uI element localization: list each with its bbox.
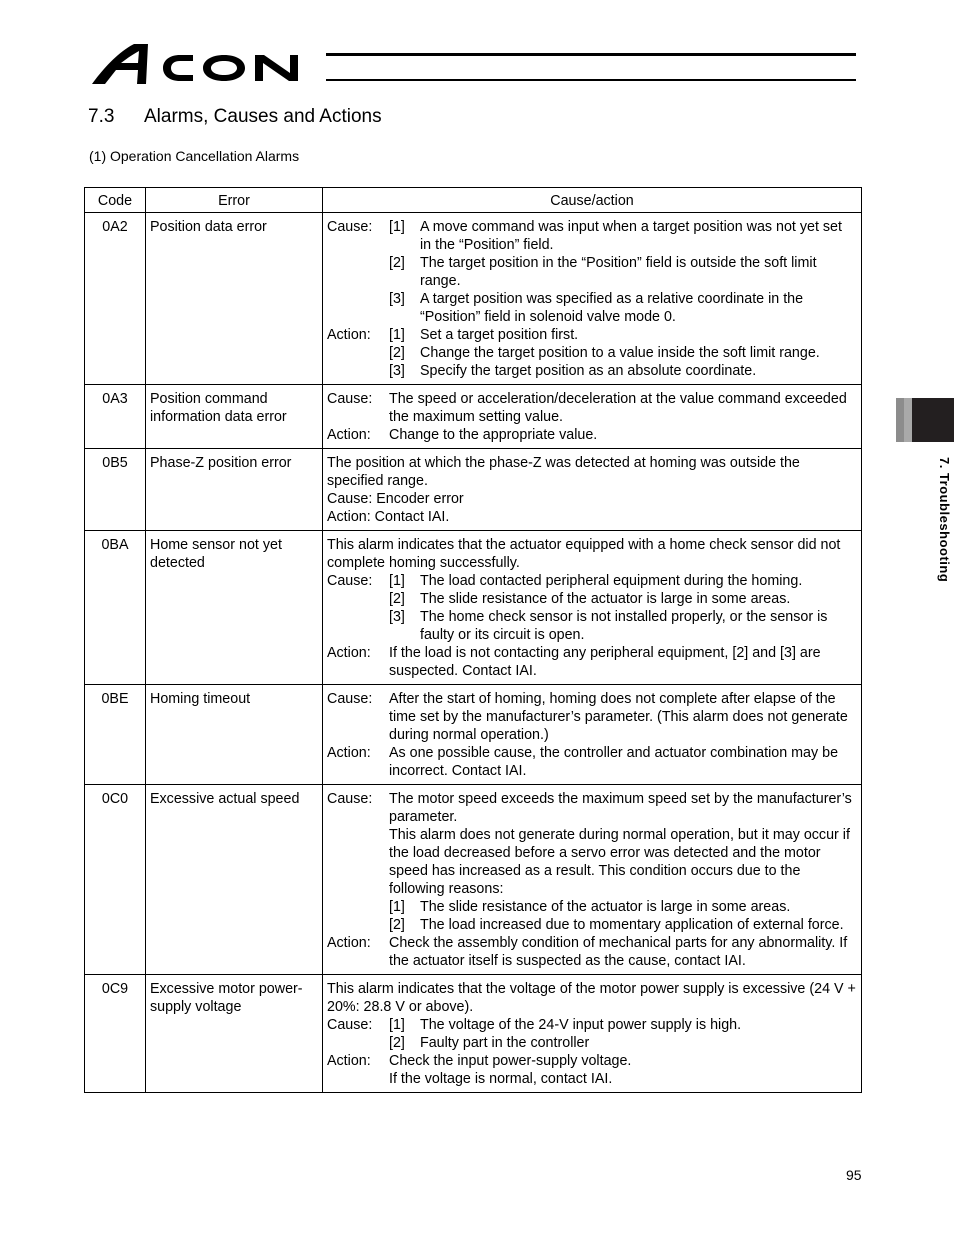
alarm-table	[84, 187, 862, 1093]
alarm-code: 0C0	[85, 785, 146, 975]
cause-action-line	[327, 1034, 857, 1052]
line-text: A move command was input when a target position was not yet set in the “Position” field.	[420, 219, 842, 253]
cause-action-text: Cause: Encoder error	[327, 491, 464, 507]
cause-action-line	[327, 608, 857, 644]
alarm-cause-action	[323, 785, 862, 975]
cause-action-line	[327, 1016, 857, 1034]
line-text: Change the target position to a value inside the soft limit range.	[420, 345, 820, 361]
line-label	[327, 362, 389, 380]
section-heading: Alarms, Causes and Actions	[144, 106, 382, 127]
table-header-row	[85, 188, 862, 213]
cause-action-line	[327, 572, 857, 590]
line-label	[327, 344, 389, 362]
line-index: [2]	[389, 1035, 405, 1051]
table-row	[85, 531, 862, 685]
line-label: Action:	[327, 1053, 371, 1069]
alarm-error: Excessive motor power-supply voltage	[146, 975, 323, 1093]
line-text: After the start of homing, homing does not complete after elapse of the time set by the manufacturer’s parameter. (This alarm does not generate during normal operation.)	[389, 691, 848, 743]
alarm-cause-action	[323, 531, 862, 685]
line-label: Action:	[327, 935, 371, 951]
subsection-title: (1) Operation Cancellation Alarms	[89, 148, 300, 164]
line-text: A target position was specified as a relative coordinate in the “Position” field in solenoid valve mode 0.	[420, 291, 804, 325]
cause-action-text: Action: Contact IAI.	[327, 509, 450, 525]
alarm-code: 0A2	[85, 213, 146, 385]
line-label	[327, 1070, 389, 1088]
alarm-error: Excessive actual speed	[146, 785, 323, 975]
alarm-code: 0A3	[85, 385, 146, 449]
alarm-cause-action	[323, 385, 862, 449]
alarm-error: Position data error	[146, 213, 323, 385]
cause-action-text: The position at which the phase-Z was detected at homing was outside the specified range.	[327, 455, 800, 489]
line-text: If the voltage is normal, contact IAI.	[389, 1071, 613, 1087]
cause-action-line	[327, 590, 857, 608]
alarm-error: Position command information data error	[146, 385, 323, 449]
line-text: The slide resistance of the actuator is large in some areas.	[420, 899, 791, 915]
cause-action-line	[327, 934, 857, 970]
cause-action-line	[327, 362, 857, 380]
section-number: 7.3	[88, 106, 115, 127]
line-index: [2]	[389, 255, 405, 271]
cause-action-line	[327, 898, 857, 916]
line-index: [1]	[389, 573, 405, 589]
cause-action-line	[327, 290, 857, 326]
alarm-code: 0C9	[85, 975, 146, 1093]
line-label: Cause:	[327, 691, 373, 707]
line-label	[327, 590, 389, 608]
cause-action-line	[327, 390, 857, 426]
cause-action-line	[327, 790, 857, 826]
line-index: [2]	[389, 345, 405, 361]
header-rule-thin	[326, 79, 856, 81]
line-text: The load contacted peripheral equipment during the homing.	[420, 573, 803, 589]
cause-action-line	[327, 326, 857, 344]
line-text: Faulty part in the controller	[420, 1035, 590, 1051]
section-title	[88, 106, 382, 128]
cause-action-line	[327, 744, 857, 780]
table-row	[85, 685, 862, 785]
line-index: [1]	[389, 899, 405, 915]
table-row	[85, 385, 862, 449]
line-index: [3]	[389, 609, 405, 625]
alarm-cause-action	[323, 449, 862, 531]
line-label: Action:	[327, 645, 371, 661]
line-text: The speed or acceleration/deceleration at the value command exceeded the maximum setting value.	[389, 391, 847, 425]
alarm-cause-action	[323, 685, 862, 785]
cause-action-text: This alarm indicates that the actuator equipped with a home check sensor did not complete homing successfully.	[327, 537, 841, 571]
line-text: Specify the target position as an absolute coordinate.	[420, 363, 757, 379]
line-text: Check the assembly condition of mechanical parts for any abnormality. If the actuator itself is suspected as the cause, contact IAI.	[389, 935, 848, 969]
alarm-error: Home sensor not yet detected	[146, 531, 323, 685]
line-label: Cause:	[327, 1017, 373, 1033]
page-number: 95	[846, 1167, 862, 1183]
line-label: Cause:	[327, 219, 373, 235]
alarm-cause-action	[323, 213, 862, 385]
cause-action-line	[327, 644, 857, 680]
line-index: [1]	[389, 1017, 405, 1033]
line-label: Action:	[327, 427, 371, 443]
cause-action-line	[327, 426, 857, 444]
line-text: Set a target position first.	[420, 327, 579, 343]
alarm-error: Homing timeout	[146, 685, 323, 785]
line-text: The slide resistance of the actuator is large in some areas.	[420, 591, 791, 607]
line-index: [2]	[389, 591, 405, 607]
line-label	[327, 1034, 389, 1052]
line-index: [1]	[389, 219, 405, 235]
column-header-cause-action: Cause/action	[323, 188, 862, 213]
line-text: The load increased due to momentary application of external force.	[420, 917, 844, 933]
line-text: The voltage of the 24-V input power supply is high.	[420, 1017, 742, 1033]
line-label: Action:	[327, 745, 371, 761]
table-row	[85, 449, 862, 531]
column-header-error: Error	[146, 188, 323, 213]
cause-action-line	[327, 344, 857, 362]
alarm-error: Phase-Z position error	[146, 449, 323, 531]
alarm-code: 0B5	[85, 449, 146, 531]
line-text: The target position in the “Position” field is outside the soft limit range.	[420, 255, 817, 289]
alarm-code: 0BA	[85, 531, 146, 685]
line-label	[327, 826, 389, 898]
cause-action-line	[327, 916, 857, 934]
cause-action-text: This alarm indicates that the voltage of the motor power supply is excessive (24 V + 20%: 28.8 V or above).	[327, 981, 856, 1015]
line-label	[327, 608, 389, 644]
line-index: [2]	[389, 917, 405, 933]
line-text: As one possible cause, the controller and actuator combination may be incorrect. Contact IAI.	[389, 745, 839, 779]
line-index: [3]	[389, 363, 405, 379]
cause-action-line	[327, 826, 857, 898]
line-label: Action:	[327, 327, 371, 343]
chapter-label: 7. Troubleshooting	[937, 457, 952, 583]
line-label	[327, 898, 389, 916]
cause-action-line	[327, 1070, 857, 1088]
table-row	[85, 975, 862, 1093]
line-text: This alarm does not generate during normal operation, but it may occur if the load decreased before a servo error was detected and the motor speed has increased as a result. This condition occurs due to the following reasons:	[389, 827, 850, 897]
line-text: If the load is not contacting any peripheral equipment, [2] and [3] are suspected. Contact IAI.	[389, 645, 821, 679]
table-row	[85, 785, 862, 975]
cause-action-line	[327, 690, 857, 744]
line-label	[327, 916, 389, 934]
line-text: The motor speed exceeds the maximum speed set by the manufacturer’s parameter.	[389, 791, 852, 825]
line-index: [3]	[389, 291, 405, 307]
cause-action-line	[327, 254, 857, 290]
line-label	[327, 290, 389, 326]
line-label	[327, 254, 389, 290]
column-header-code: Code	[85, 188, 146, 213]
line-index: [1]	[389, 327, 405, 343]
chapter-tab	[896, 398, 954, 442]
line-text: Change to the appropriate value.	[389, 427, 598, 443]
alarm-cause-action	[323, 975, 862, 1093]
alarm-code: 0BE	[85, 685, 146, 785]
header-rule-thick	[326, 53, 856, 56]
cause-action-line	[327, 1052, 857, 1070]
table-row	[85, 213, 862, 385]
acon-logo-icon	[90, 40, 325, 86]
line-label: Cause:	[327, 573, 373, 589]
line-text: The home check sensor is not installed properly, or the sensor is faulty or its circuit is open.	[420, 609, 828, 643]
line-text: Check the input power-supply voltage.	[389, 1053, 632, 1069]
cause-action-line	[327, 218, 857, 254]
line-label: Cause:	[327, 791, 373, 807]
line-label: Cause:	[327, 391, 373, 407]
